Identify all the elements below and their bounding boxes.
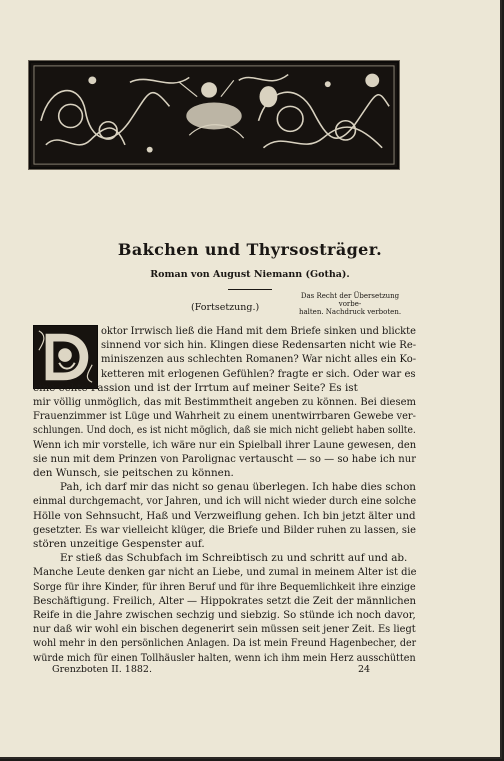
body-text-line: stören unzeitige Gespenster auf.: [33, 538, 205, 550]
body-text-line: oktor Irrwisch ließ die Hand mit dem Briefe sinken und blickte: [101, 325, 416, 337]
initial-letter-d-icon: [34, 326, 97, 388]
body-text-line: Wenn ich mir vorstelle, ich wäre nur ein Spielball ihrer Laune gewesen, den: [33, 438, 417, 451]
body-text-line: einmal durchgemacht, vor Jahren, und ich will nicht wieder durch eine solche: [33, 495, 417, 508]
body-text-line: Sorge für ihre Kinder, für ihren Beruf und für ihre Bequemlichkeit ihre einzige: [33, 580, 416, 593]
body-text-line: wohl mehr in den persönlichen Anlagen. Da ist mein Freund Hagenbecher, der: [33, 637, 417, 650]
body-text-line: Hölle von Sehnsucht, Haß und Verzweiflung gehen. Ich bin jetzt älter und: [33, 509, 416, 522]
ornament-vine-icon: [31, 63, 397, 167]
body-text-line: Pah, ich darf mir das nicht so genau überlegen. Ich habe dies schon: [60, 481, 416, 494]
body-text-line: gesetzter. Es war vielleicht klüger, die Briefe und Bilder ruhen zu lassen, sie: [33, 523, 416, 536]
body-text-line: nur daß wir wohl ein bischen degenerirt sein müssen seit jener Zeit. Es liegt: [33, 623, 416, 636]
body-text-line: ketteren mit erlogenen Gefühlen? fragte er sich. Oder war es: [101, 367, 416, 380]
rights-notice-line: halten. Nachdruck verboten.: [298, 308, 402, 316]
title-divider: [228, 289, 272, 290]
page-number: 24: [358, 664, 371, 675]
decorated-initial-d: [33, 325, 98, 389]
body-text-line: würde mich für einen Tollhäusler halten, wenn ich ihm mein Herz ausschütten: [33, 651, 416, 664]
journal-footer: Grenzboten II. 1882.: [52, 664, 152, 675]
body-text-line: Frauenzimmer ist Lüge und Wahrheit zu einem unentwirrbaren Gewebe ver-: [33, 410, 416, 423]
article-title: Bakchen und Thyrsosträger.: [117, 240, 383, 259]
body-text-line: Manche Leute denken gar nicht an Liebe, und zumal in meinem Alter ist die: [33, 566, 417, 579]
body-text-line: eine echte Passion und ist der Irrtum auf meiner Seite? Es ist: [33, 381, 358, 394]
body-text-line: schlungen. Und doch, es ist nicht möglich, daß sie mich nicht geliebt haben sollte.: [33, 424, 416, 437]
rights-notice-line: Das Recht der Übersetzung vorbe-: [300, 292, 400, 308]
body-text-line: Beschäftigung. Freilich, Alter — Hippokrates setzt die Zeit der männlichen: [33, 594, 416, 607]
body-text-line: den Wunsch, sie peitschen zu können.: [33, 467, 234, 479]
continuation-label: (Fortsetzung.): [191, 302, 260, 313]
body-text-line: sie nun mit dem Prinzen von Parolignac vertauscht — so — so habe ich nur: [33, 452, 417, 465]
body-text-line: Er stieß das Schubfach im Schreibtisch zu und schritt auf und ab.: [60, 552, 408, 565]
article-subtitle: Roman von August Niemann (Gotha).: [150, 269, 350, 280]
ornamental-header-illustration: [29, 61, 399, 169]
body-text-line: mir völlig unmöglich, das mit Bestimmtheit angeben zu können. Bei diesem: [33, 396, 416, 408]
body-text-line: Reife in die Jahre zwischen sechzig und siebzig. So stünde ich noch davor,: [33, 609, 416, 621]
rights-notice: [290, 292, 410, 316]
body-text-line: miniszenzen aus schlechten Romanen? War nicht alles ein Ko-: [101, 353, 417, 366]
body-text-line: sinnend vor sich hin. Klingen diese Redensarten nicht wie Re-: [101, 339, 417, 352]
